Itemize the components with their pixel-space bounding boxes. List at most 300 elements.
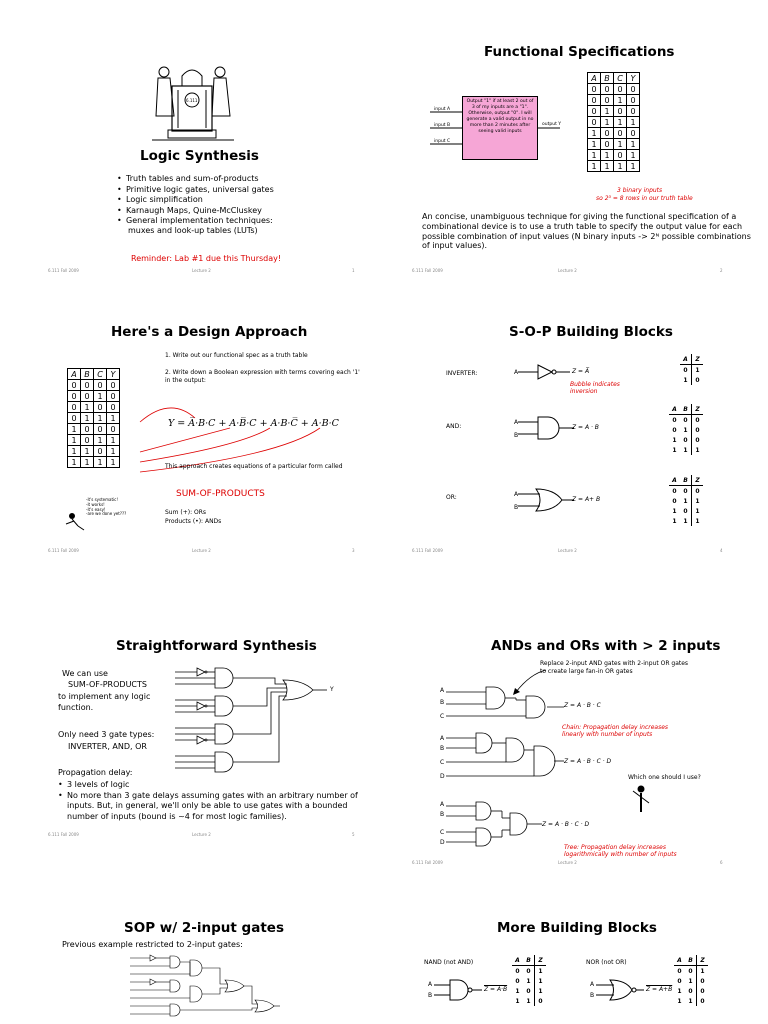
input-c-label: input C <box>434 139 451 144</box>
topic-list <box>117 174 377 227</box>
table-header-row <box>669 475 703 486</box>
footer-page: 6 <box>720 860 723 865</box>
inverter-input: A <box>514 369 519 376</box>
table-cell: 1 <box>94 391 107 402</box>
table-row <box>669 445 703 455</box>
footer-left: 6.111 Fall 2009 <box>48 548 79 553</box>
table-cell: 1 <box>535 986 547 996</box>
table-cell: 0 <box>526 987 531 995</box>
table-cell: 0 <box>672 426 677 434</box>
nand-output: Z = A·B <box>484 986 508 993</box>
footer-mid: Lecture 2 <box>558 548 577 553</box>
table-cell: 0 <box>683 436 688 444</box>
slide-sop-2-input <box>0 892 384 1024</box>
table-cell: 1 <box>601 161 614 172</box>
table-header-row <box>680 354 703 365</box>
slide-title: SOP w/ 2-input gates <box>124 920 284 936</box>
nor-label: NOR (not OR) <box>586 959 627 966</box>
table-row <box>674 966 708 977</box>
table-cell: 0 <box>677 977 682 985</box>
table-cell: 1 <box>677 997 682 1005</box>
sop-circuit-diagram <box>175 666 345 778</box>
table-cell: 1 <box>692 506 704 516</box>
and-table <box>669 404 703 455</box>
table-cell: 1 <box>535 976 547 986</box>
table-cell: 0 <box>68 413 81 424</box>
table-row <box>669 496 703 506</box>
list-item: • Primitive logic gates, universal gates <box>117 185 377 196</box>
table-cell: 0 <box>697 996 709 1006</box>
step-1: 1. Write out our functional spec as a truth table <box>165 352 308 359</box>
table-cell: 0 <box>627 106 640 117</box>
table-cell: 0 <box>81 391 94 402</box>
table-cell: 1 <box>81 402 94 413</box>
table-row <box>512 976 546 986</box>
table-row <box>512 966 546 977</box>
table-cell: A <box>588 73 601 84</box>
table-cell: 1 <box>692 516 704 526</box>
table-row <box>68 446 120 457</box>
chain3-c: C <box>440 713 445 720</box>
spec-box: Output "1" if at least 2 out of 3 of my inputs are a "1". Otherwise, output "0". I will generate a valid output in no more than 2 minutes after seeing valid inputs <box>462 96 538 160</box>
chain3-a: A <box>440 687 445 694</box>
table-row <box>669 435 703 445</box>
table-cell: 1 <box>81 457 94 468</box>
table-cell: 1 <box>627 161 640 172</box>
which-question: Which one should I use? <box>628 774 701 781</box>
table-cell: 1 <box>588 150 601 161</box>
table-cell: 1 <box>94 413 107 424</box>
chain-note: Chain: Propagation delay increases linearly with number of inputs <box>562 724 669 738</box>
table-cell: 0 <box>692 435 704 445</box>
table-row <box>68 380 120 391</box>
footer-page: 1 <box>352 268 355 273</box>
table-cell: 1 <box>68 446 81 457</box>
table-cell: 1 <box>627 139 640 150</box>
table-cell: 0 <box>692 486 704 497</box>
table-cell: 0 <box>672 416 677 424</box>
table-cell: Z <box>697 955 709 966</box>
table-cell: 0 <box>692 415 704 426</box>
or-gate-icon <box>518 488 578 512</box>
table-cell: 1 <box>107 413 120 424</box>
eq-abc: Z = A · B · C <box>564 702 601 709</box>
tree-a: A <box>440 801 445 808</box>
table-cell: 0 <box>697 986 709 996</box>
table-header-row <box>512 955 546 966</box>
stick-figure-icon <box>64 512 92 532</box>
table-cell: B <box>81 369 94 380</box>
table-cell: 0 <box>107 402 120 413</box>
table-cell: 0 <box>94 402 107 413</box>
table-cell: 0 <box>81 424 94 435</box>
replace-note: Replace 2-input AND gates with 2-input OR gates to create large fan-in OR gates <box>540 660 689 675</box>
table-row <box>669 486 703 497</box>
table-cell: 0 <box>601 139 614 150</box>
table-cell: 0 <box>68 380 81 391</box>
footer-mid: Lecture 2 <box>558 268 577 273</box>
slide-title: Straightforward Synthesis <box>116 638 317 654</box>
table-cell: A <box>669 404 680 415</box>
table-row <box>588 95 640 106</box>
table-row <box>588 128 640 139</box>
logo-illustration-icon <box>152 56 234 144</box>
sop-output: Y <box>330 686 334 693</box>
reminder-text: Reminder: Lab #1 due this Thursday! <box>131 254 282 263</box>
table-cell: Z <box>692 404 704 415</box>
nor-table <box>674 955 708 1006</box>
svg-text:6.111: 6.111 <box>186 98 198 103</box>
table-cell: 0 <box>588 84 601 95</box>
p3: to implement any logic function. <box>58 692 151 712</box>
table-cell: 0 <box>692 425 704 435</box>
table-cell: 1 <box>81 413 94 424</box>
or-label: OR: <box>446 494 457 501</box>
thought: -are we done yet??? <box>86 511 127 517</box>
table-cell: 1 <box>588 161 601 172</box>
table-row <box>588 139 640 150</box>
note-rows: so 2³ = 8 rows in our truth table <box>596 195 693 202</box>
nand-label: NAND (not AND) <box>424 959 474 966</box>
table-cell: 0 <box>107 380 120 391</box>
table-cell: 1 <box>672 507 677 515</box>
table-cell: 0 <box>627 128 640 139</box>
table-cell: 1 <box>107 435 120 446</box>
table-cell: 1 <box>672 517 677 525</box>
table-cell: 0 <box>683 366 688 374</box>
table-cell: 1 <box>627 117 640 128</box>
table-cell: 1 <box>526 977 531 985</box>
table-cell: 1 <box>683 497 688 505</box>
truth-table <box>587 72 640 172</box>
table-cell: 0 <box>672 487 677 495</box>
table-cell: Z <box>535 955 547 966</box>
nor-input-b: B <box>590 992 595 999</box>
and-input-b: B <box>514 432 519 439</box>
body-text: An concise, unambiguous technique for giving the functional specification of a combinational device is to use a truth table to specify the output value for each possible combination of input values (N binary inputs -> 2ᴺ possible combinations of input values). <box>422 212 751 251</box>
table-cell: 1 <box>672 446 677 454</box>
nand-input-b: B <box>428 992 433 999</box>
list-item: • 3 levels of logic <box>58 780 358 791</box>
table-cell: 1 <box>601 106 614 117</box>
table-cell: 1 <box>68 424 81 435</box>
tree-d: D <box>440 839 445 846</box>
p4: Only need 3 gate types: <box>58 730 155 739</box>
table-cell: 1 <box>683 426 688 434</box>
or-input-b: B <box>514 504 519 511</box>
slide-functional-specifications <box>384 20 768 276</box>
list-item-continued: muxes and look-up tables (LUTs) <box>128 226 258 235</box>
table-cell: A <box>674 955 685 966</box>
slide-title: Logic Synthesis <box>140 148 259 164</box>
table-row <box>68 402 120 413</box>
table-row <box>674 976 708 986</box>
table-cell: 1 <box>688 997 693 1005</box>
row-arrows <box>140 406 360 466</box>
list-item: • General implementation techniques: <box>117 216 377 227</box>
thought: -it works! <box>86 501 105 507</box>
p5: INVERTER, AND, OR <box>68 742 147 751</box>
inverter-output: Z = A̅ <box>572 368 590 375</box>
footer-mid: Lecture 2 <box>192 832 211 837</box>
slide-design-approach <box>0 276 384 532</box>
table-cell: 1 <box>107 446 120 457</box>
two-input-circuit-diagram <box>130 954 280 1024</box>
table-cell: 1 <box>515 987 520 995</box>
table-cell: 1 <box>627 150 640 161</box>
footer-mid: Lecture 2 <box>558 860 577 865</box>
slide-logic-synthesis <box>0 20 384 276</box>
list-item: • Truth tables and sum-of-products <box>117 174 377 185</box>
footer-page: 5 <box>352 832 355 837</box>
table-cell: 0 <box>683 416 688 424</box>
table-cell: 0 <box>94 446 107 457</box>
table-cell: B <box>680 475 692 486</box>
table-cell: 0 <box>683 507 688 515</box>
table-cell: Y <box>107 369 120 380</box>
p6: Propagation delay: <box>58 768 133 777</box>
table-row <box>588 117 640 128</box>
table-cell: Y <box>627 73 640 84</box>
table-cell: 0 <box>688 967 693 975</box>
table-cell: 0 <box>515 977 520 985</box>
or-input-a: A <box>514 491 519 498</box>
slide-sop-building-blocks <box>384 276 768 532</box>
and-output: Z = A · B <box>572 424 599 431</box>
table-cell: 0 <box>627 84 640 95</box>
table-cell: 0 <box>683 487 688 495</box>
nand-table <box>512 955 546 1006</box>
table-cell: A <box>512 955 523 966</box>
table-row <box>588 161 640 172</box>
table-cell: 0 <box>588 106 601 117</box>
table-cell: B <box>680 404 692 415</box>
table-cell: A <box>669 475 680 486</box>
thought: -it's systematic! <box>86 497 118 502</box>
table-row <box>674 986 708 996</box>
table-cell: 1 <box>692 365 704 376</box>
nand-input-a: A <box>428 981 433 988</box>
table-cell: B <box>601 73 614 84</box>
table-row <box>674 996 708 1006</box>
table-cell: 0 <box>68 402 81 413</box>
table-row <box>512 996 546 1006</box>
table-cell: 1 <box>697 966 709 977</box>
table-cell: 1 <box>107 457 120 468</box>
table-cell: C <box>94 369 107 380</box>
table-row <box>669 415 703 426</box>
products-label: Products (•): ANDs <box>165 518 222 525</box>
chain3-b: B <box>440 699 445 706</box>
slide-title: Here's a Design Approach <box>111 324 308 340</box>
nor-input-a: A <box>590 981 595 988</box>
note-inputs: 3 binary inputs <box>617 187 663 194</box>
eq-abcd-chain: Z = A · B · C · D <box>564 758 612 765</box>
subtitle: Previous example restricted to 2-input gates: <box>62 940 243 949</box>
slide-title: ANDs and ORs with > 2 inputs <box>491 638 721 654</box>
thought: -it's easy! <box>86 506 106 512</box>
table-cell: 1 <box>94 435 107 446</box>
table-cell: 1 <box>588 139 601 150</box>
footer-left: 6.111 Fall 2009 <box>412 548 443 553</box>
eq-abcd-tree: Z = A · B · C · D <box>542 821 590 828</box>
table-cell: 1 <box>614 117 627 128</box>
table-cell: 1 <box>677 987 682 995</box>
table-cell: Z <box>692 354 704 365</box>
table-cell: 0 <box>627 95 640 106</box>
table-cell: A <box>680 354 692 365</box>
sum-label: Sum (+): ORs <box>165 509 207 516</box>
and-input-a: A <box>514 419 519 426</box>
table-header-row <box>674 955 708 966</box>
table-header-row <box>669 404 703 415</box>
chain4-d: D <box>440 773 445 780</box>
thought-list <box>86 498 126 517</box>
table-cell: 0 <box>601 95 614 106</box>
table-cell: 1 <box>614 139 627 150</box>
table-cell: 0 <box>94 380 107 391</box>
table-cell: 1 <box>68 435 81 446</box>
table-cell: 0 <box>535 996 547 1006</box>
tree-b: B <box>440 811 445 818</box>
table-cell: 1 <box>68 457 81 468</box>
table-row <box>68 457 120 468</box>
table-row <box>588 84 640 95</box>
chain4-a: A <box>440 735 445 742</box>
nor-output: Z = A+B <box>646 986 673 993</box>
table-cell: 1 <box>526 997 531 1005</box>
table-row <box>68 413 120 424</box>
table-row <box>512 986 546 996</box>
table-cell: Z <box>692 475 704 486</box>
or-output: Z = A+ B <box>572 496 601 503</box>
table-cell: 1 <box>614 161 627 172</box>
list-item: • No more than 3 gate delays assuming gates with an arbitrary number of inputs. But, in general, we'll only be able to use gates with a bounded number of inputs (bound is ~4 for most logic families). <box>58 791 358 823</box>
footer-page: 2 <box>720 268 723 273</box>
table-cell: 1 <box>588 128 601 139</box>
table-cell: 1 <box>683 517 688 525</box>
slide-title: More Building Blocks <box>497 920 657 936</box>
table-cell: A <box>68 369 81 380</box>
chain4-c: C <box>440 759 445 766</box>
tree-c: C <box>440 829 445 836</box>
approach-text: This approach creates equations of a particular form called <box>165 463 343 470</box>
table-cell: 0 <box>515 967 520 975</box>
inverter-gate-icon <box>518 362 578 382</box>
and-gate-icon <box>518 416 578 440</box>
table-cell: 0 <box>672 497 677 505</box>
footer-left: 6.111 Fall 2009 <box>48 832 79 837</box>
slide-title: Functional Specifications <box>484 44 675 60</box>
and-label: AND: <box>446 423 462 430</box>
table-cell: 0 <box>614 150 627 161</box>
table-cell: 1 <box>81 446 94 457</box>
step-2: 2. Write down a Boolean expression with terms covering each '1' in the output: <box>165 369 360 384</box>
table-row <box>669 425 703 435</box>
table-cell: 0 <box>81 380 94 391</box>
table-cell: 1 <box>688 977 693 985</box>
table-cell: 0 <box>107 424 120 435</box>
table-cell: 0 <box>614 128 627 139</box>
slide-large-fanin <box>384 556 768 812</box>
table-cell: C <box>614 73 627 84</box>
table-cell: 1 <box>692 445 704 455</box>
table-cell: 0 <box>588 117 601 128</box>
footer-left: 6.111 Fall 2009 <box>48 268 79 273</box>
table-cell: 0 <box>614 84 627 95</box>
table-cell: 1 <box>515 997 520 1005</box>
table-cell: B <box>523 955 535 966</box>
table-cell: 1 <box>94 457 107 468</box>
table-cell: 0 <box>94 424 107 435</box>
input-b-label: input B <box>434 123 451 128</box>
chain4-b: B <box>440 745 445 752</box>
table-cell: 0 <box>677 967 682 975</box>
p1: We can use <box>62 669 108 678</box>
list-item: • Karnaugh Maps, Quine-McCluskey <box>117 206 377 217</box>
bubble-note: Bubble indicates inversion <box>570 381 620 395</box>
table-row <box>588 150 640 161</box>
table-cell: 0 <box>81 435 94 446</box>
table-cell: 1 <box>683 376 688 384</box>
table-cell: 0 <box>601 84 614 95</box>
table-row <box>68 424 120 435</box>
or-table <box>669 475 703 526</box>
p2: SUM-OF-PRODUCTS <box>68 680 147 689</box>
tree-note: Tree: Propagation delay increases logarithmically with number of inputs <box>564 844 677 858</box>
table-row <box>669 516 703 526</box>
footer-mid: Lecture 2 <box>192 268 211 273</box>
table-cell: 1 <box>535 966 547 977</box>
table-cell: 1 <box>672 436 677 444</box>
sop-equation: Y = A̅·B·C + A·B̅·C + A·B·C̅ + A·B·C <box>168 418 339 429</box>
table-cell: 0 <box>588 95 601 106</box>
input-a-label: input A <box>434 107 451 112</box>
slide-title: S-O-P Building Blocks <box>509 324 673 340</box>
table-cell: 1 <box>692 496 704 506</box>
inverter-label: INVERTER: <box>446 370 478 377</box>
table-cell: 0 <box>601 128 614 139</box>
table-cell: B <box>685 955 697 966</box>
table-cell: 1 <box>614 95 627 106</box>
inverter-table <box>680 354 703 385</box>
table-row <box>680 375 703 385</box>
table-header-row <box>68 369 120 380</box>
footer-page: 4 <box>720 548 723 553</box>
slide-more-building-blocks <box>384 892 768 1024</box>
footer-mid: Lecture 2 <box>192 548 211 553</box>
footer-left: 6.111 Fall 2009 <box>412 268 443 273</box>
table-cell: 0 <box>107 391 120 402</box>
table-row <box>68 435 120 446</box>
table-cell: 1 <box>601 150 614 161</box>
table-cell: 0 <box>688 987 693 995</box>
table-header-row <box>588 73 640 84</box>
table-cell: 0 <box>697 976 709 986</box>
delay-list <box>58 780 358 822</box>
table-cell: 1 <box>683 446 688 454</box>
slide-straightforward-synthesis <box>0 556 384 821</box>
table-row <box>588 106 640 117</box>
table-cell: 0 <box>614 106 627 117</box>
truth-table <box>67 368 120 468</box>
table-row <box>669 506 703 516</box>
footer-page: 3 <box>352 548 355 553</box>
table-cell: 0 <box>692 375 704 385</box>
table-cell: 0 <box>526 967 531 975</box>
table-cell: 0 <box>68 391 81 402</box>
table-row <box>680 365 703 376</box>
